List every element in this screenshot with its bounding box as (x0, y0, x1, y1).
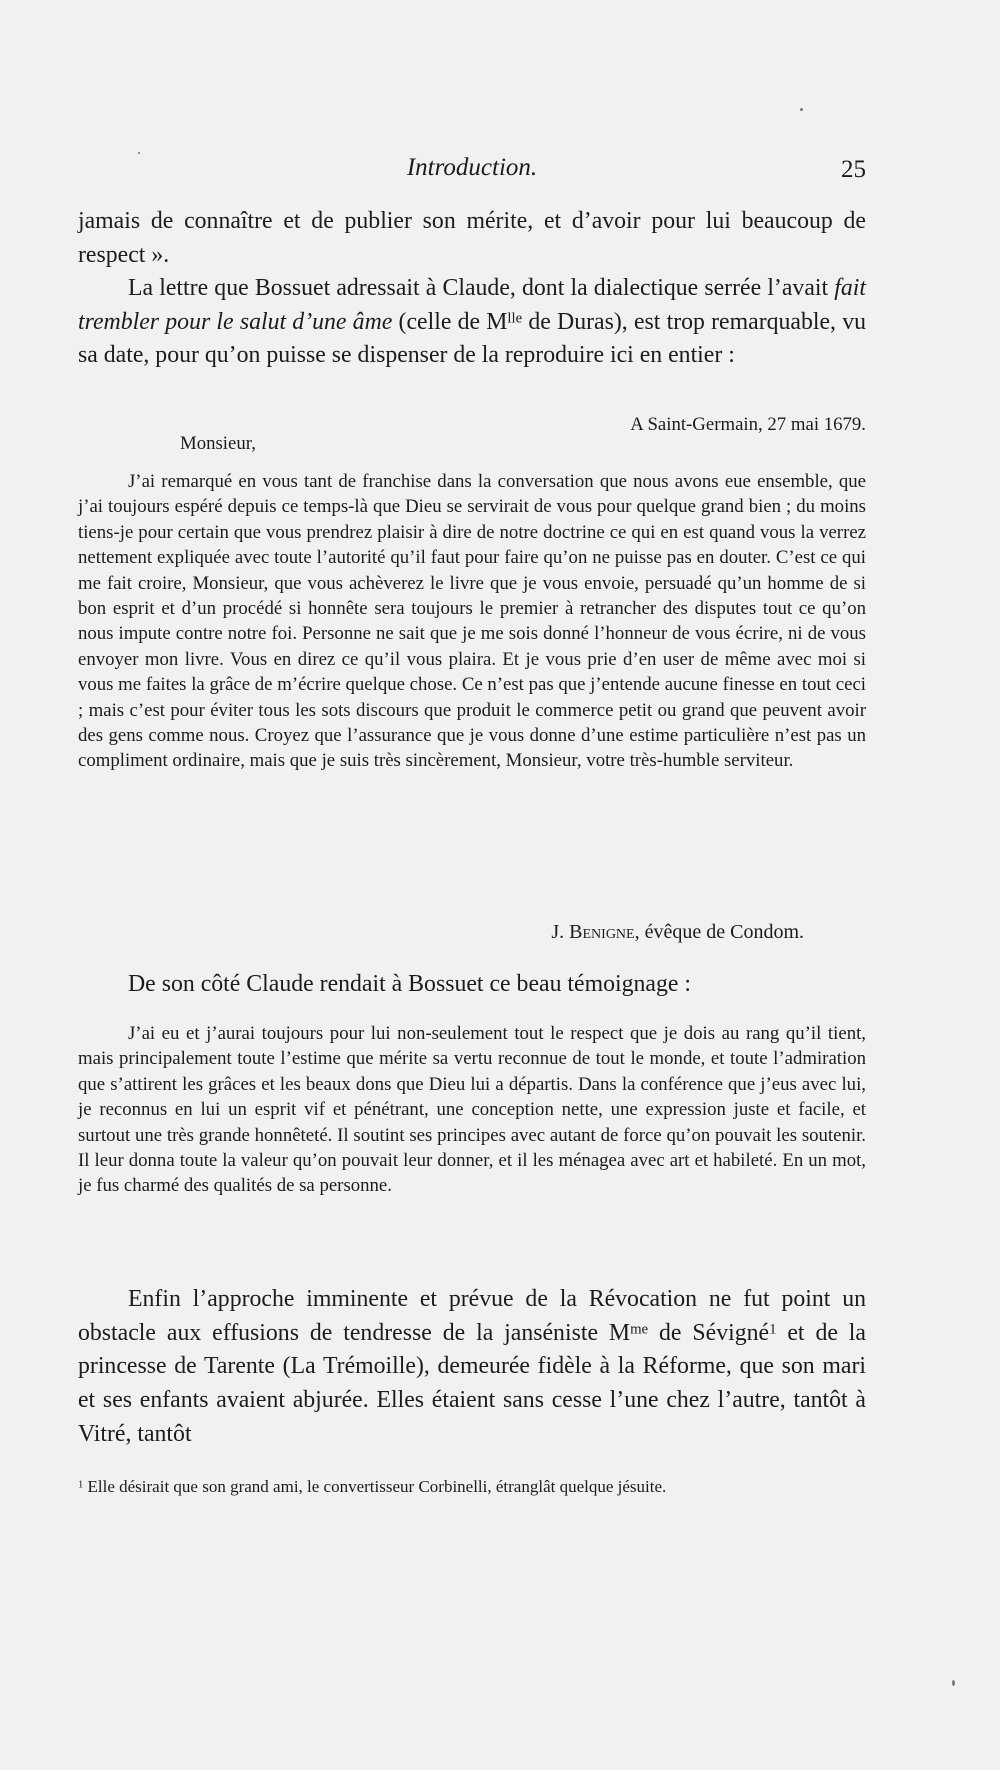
footnote-text: Elle désirait que son grand ami, le convertisseur Corbinelli, étranglât quelque jésuite. (83, 1477, 667, 1496)
superscript: lle (507, 310, 523, 327)
letter-dateline: A Saint-Germain, 27 mai 1679. (630, 414, 866, 435)
text-run: La lettre que Bossuet adressait à Claude, dont la dialectique serrée l’avait (128, 275, 835, 301)
signature-name: Benigne (569, 921, 635, 943)
footnote-marker: 1 (78, 1479, 84, 1491)
running-header (78, 154, 866, 190)
text-run: et de la princesse de Tarente (La Trémoille), demeurée fidèle à la Réforme, que son mari et ses enfants avaient abjurée. Elles étaient sans cesse l’une chez l’autre, tantôt à Vitré, tantôt (78, 1319, 866, 1447)
text-run: (celle de M (392, 308, 508, 335)
paragraph-revocation (78, 1283, 866, 1452)
paragraph-claude-testimony-intro: De son côté Claude rendait à Bossuet ce beau témoignage : (128, 971, 692, 997)
text-run: de Sévigné (648, 1319, 770, 1346)
footnote-reference: 1 (769, 1321, 777, 1338)
letter-signature (551, 921, 804, 944)
paper-speck (138, 152, 140, 154)
signature-title: , évêque de Condom. (634, 921, 804, 943)
superscript: me (630, 1321, 649, 1338)
italic-quote: fait trembler pour le salut d’une âme (78, 275, 866, 335)
paragraph-bossuet-letter-intro (78, 272, 866, 373)
letter-body: J’ai remarqué en vous tant de franchise dans la conversation que nous avons eue ensemble, que j’ai toujours espéré depuis ce temps-là que Dieu se servirait de vous pour quelque grand bien ; du moins tiens-je pour certain que vous prendrez plaisir à dire de notre doctrine ce qui en est quand vous la verrez nettement expliquée avec toute l’autorité qu’il faut pour faire qu’on ne puisse pas en douter. C’est ce qui me fait croire, Monsieur, que vous achèverez le livre que je vous envoie, persuadé qu’un homme de si bon esprit et d’un procédé si honnête sera toujours le premier à retrancher des disputes tout ce qu’on nous impute contre notre foi. Personne ne sait que je me sois donné l’honneur de vous écrire, ni de vous envoyer mon livre. Vous en direz ce qu’il vous plaira. Et je vous prie d’en user de même avec moi si vous me faites la grâce de m’écrire quelque chose. Ce n’est pas que j’entende aucune finesse en tout ceci ; mais c’est pour éviter tous les sots discours que produit le commerce petit ou grand que peuvent avoir des gens comme nous. Croyez que l’assurance que je vous donne d’une estime particulière n’est pas un compliment ordinaire, mais que je suis très sincèrement, Monsieur, votre très-humble serviteur. (78, 471, 866, 772)
text-run: de Duras), est trop remarquable, vu sa date, pour qu’on puisse se dispenser de la reproduire ici en entier : (78, 308, 866, 369)
footnote (78, 1476, 866, 1498)
paragraph-continuation: jamais de connaître et de publier son mérite, et d’avoir pour lui beaucoup de respect ». (78, 208, 866, 268)
letter-salutation: Monsieur, (180, 433, 256, 454)
paper-speck (800, 108, 803, 111)
text-run: Enfin l’approche imminente et prévue de la Révocation ne fut point un obstacle aux effusions de tendresse de la janséniste M (78, 1286, 866, 1346)
page-number: 25 (841, 156, 866, 183)
paper-speck (952, 1680, 955, 1686)
claude-quote: J’ai eu et j’aurai toujours pour lui non-seulement tout le respect que je dois au rang qu’il tient, mais principalement toute l’estime que mérite sa vertu reconnue de tout le monde, et toute l’admiration que s’attirent les grâces et les beaux dons que Dieu lui a départis. Dans la conférence que j’eus avec lui, je reconnus en lui un esprit vif et pénétrant, une conception nette, une expression juste et facile, et surtout une très grande honnêteté. Il soutint ses principes avec autant de force qu’on pouvait les soutenir. Il leur donna toute la valeur qu’on pouvait leur donner, et il les ménagea avec art et habileté. En un mot, je fus charmé des qualités de sa personne. (78, 1023, 866, 1197)
running-title: Introduction. (406, 154, 538, 181)
signature-initial: J. (551, 921, 570, 943)
